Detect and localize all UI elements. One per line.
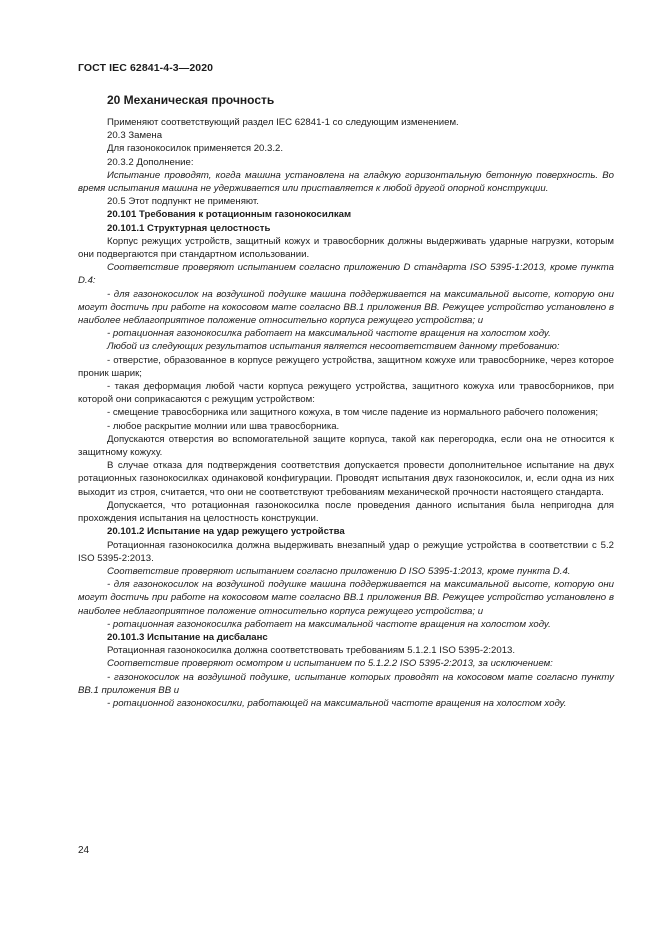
paragraph: 20.5 Этот подпункт не применяют.	[107, 196, 259, 208]
paragraph: Для газонокосилок применяется 20.3.2.	[107, 143, 284, 155]
paragraph: Корпус режущих устройств, защитный кожух и травосборник должны выдерживать ударные нагрузки, которым они подвергаются при стандартном использовании.	[78, 235, 614, 261]
paragraph: 20.101.2 Испытание на удар режущего устройства	[107, 526, 345, 538]
paragraph: 20.101.1 Структурная целостность	[107, 222, 271, 234]
paragraph: Испытание проводят, когда машина установлена на гладкую горизонтальную бетонную поверхность. Во время испытания машина не удерживается или приставляется к любой другой опорной конструкции.	[78, 169, 614, 195]
paragraph: - любое раскрытие молнии или шва травосборника.	[107, 420, 340, 432]
paragraph: Применяют соответствующий раздел IEC 62841-1 со следующим изменением.	[107, 117, 459, 128]
paragraph: - такая деформация любой части корпуса режущего устройства, защитного кожуха или травосборников, при которой они соприкасаются с режущим устройством:	[78, 381, 614, 406]
paragraph: Соответствие проверяют испытанием согласно приложению D стандарта ISO 5395-1:2013, кроме пункта D.4:	[78, 262, 614, 287]
paragraph: Соответствие проверяют осмотром и испытанием по 5.1.2.2 ISO 5395-2:2013, за исключением:	[107, 658, 553, 670]
paragraph: - смещение травосборника или защитного кожуха, в том числе падение из нормального рабочего положения;	[107, 407, 599, 419]
paragraph: Допускаются отверстия во вспомогательной защите корпуса, такой как перегородка, если она не относится к защитному кожуху.	[78, 433, 614, 459]
paragraph: Ротационная газонокосилка должна соответствовать требованиям 5.1.2.1 ISO 5395-2:2013.	[107, 645, 516, 657]
paragraph: - газонокосилок на воздушной подушке, испытание которых проводят на кокосовом мате согласно пункту BB.1 приложения BB и	[78, 671, 614, 696]
document-header: ГОСТ IEC 62841-4-3—2020	[78, 62, 214, 74]
paragraph: - ротационной газонокосилки, работающей на максимальной частоте вращения на холостом ходу.	[107, 697, 567, 709]
paragraph: - отверстие, образованное в корпусе режущего устройства, защитном кожухе или травосборнике, через которое проник шарик;	[78, 354, 614, 379]
paragraph: 20.3.2 Дополнение:	[107, 156, 194, 168]
paragraph: - для газонокосилок на воздушной подушке машина поддерживается на максимальной высоте, которую они могут достичь при работе на кокосовом мате согласно BB.1 приложения BB. Режущее устройство установлено в наиболее неблагоприятное положение относительно корпуса режущего устройства; и	[78, 579, 614, 617]
paragraph: 20.101 Требования к ротационным газонокосилкам	[107, 209, 352, 221]
page-number: 24	[78, 845, 90, 856]
paragraph: - для газонокосилок на воздушной подушке машина поддерживается на максимальной высоте, которую они могут достичь при работе на кокосовом мате согласно BB.1 приложения BB. Режущее устройство установлено в наиболее неблагоприятное положение относительно корпуса режущего устройства; и	[78, 288, 614, 327]
paragraph: В случае отказа для подтверждения соответствия допускается провести дополнительное испытание на двух ротационных газонокосилках одинаковой конфигурации. Проводят испытания двух газонокосилок, и, если одна из них выходит из строя, считается, что они не соответствуют требованиям механической прочности настоящего стандарта.	[78, 460, 614, 498]
paragraph: Допускается, что ротационная газонокосилка после проведения данного испытания была непригодна для прохождения испытания на целостность конструкции.	[78, 499, 614, 525]
paragraph: Любой из следующих результатов испытания является несоответствием данному требованию:	[107, 341, 560, 353]
paragraph: 20.101.3 Испытание на дисбаланс	[107, 631, 268, 643]
paragraph: Ротационная газонокосилка должна выдерживать внезапный удар о режущие устройства в соответствии с 5.2 ISO 5395-2:2013.	[78, 539, 614, 564]
paragraph: - ротационная газонокосилка работает на максимальной частоте вращения на холостом ходу.	[107, 328, 551, 340]
paragraph: Соответствие проверяют испытанием согласно приложению D ISO 5395-1:2013, кроме пункта D.4.	[107, 565, 571, 577]
paragraph: 20.3 Замена	[107, 130, 163, 142]
section-title: 20 Механическая прочность	[107, 93, 275, 107]
document-body	[78, 116, 614, 710]
paragraph: - ротационная газонокосилка работает на максимальной частоте вращения на холостом ходу.	[107, 618, 551, 630]
